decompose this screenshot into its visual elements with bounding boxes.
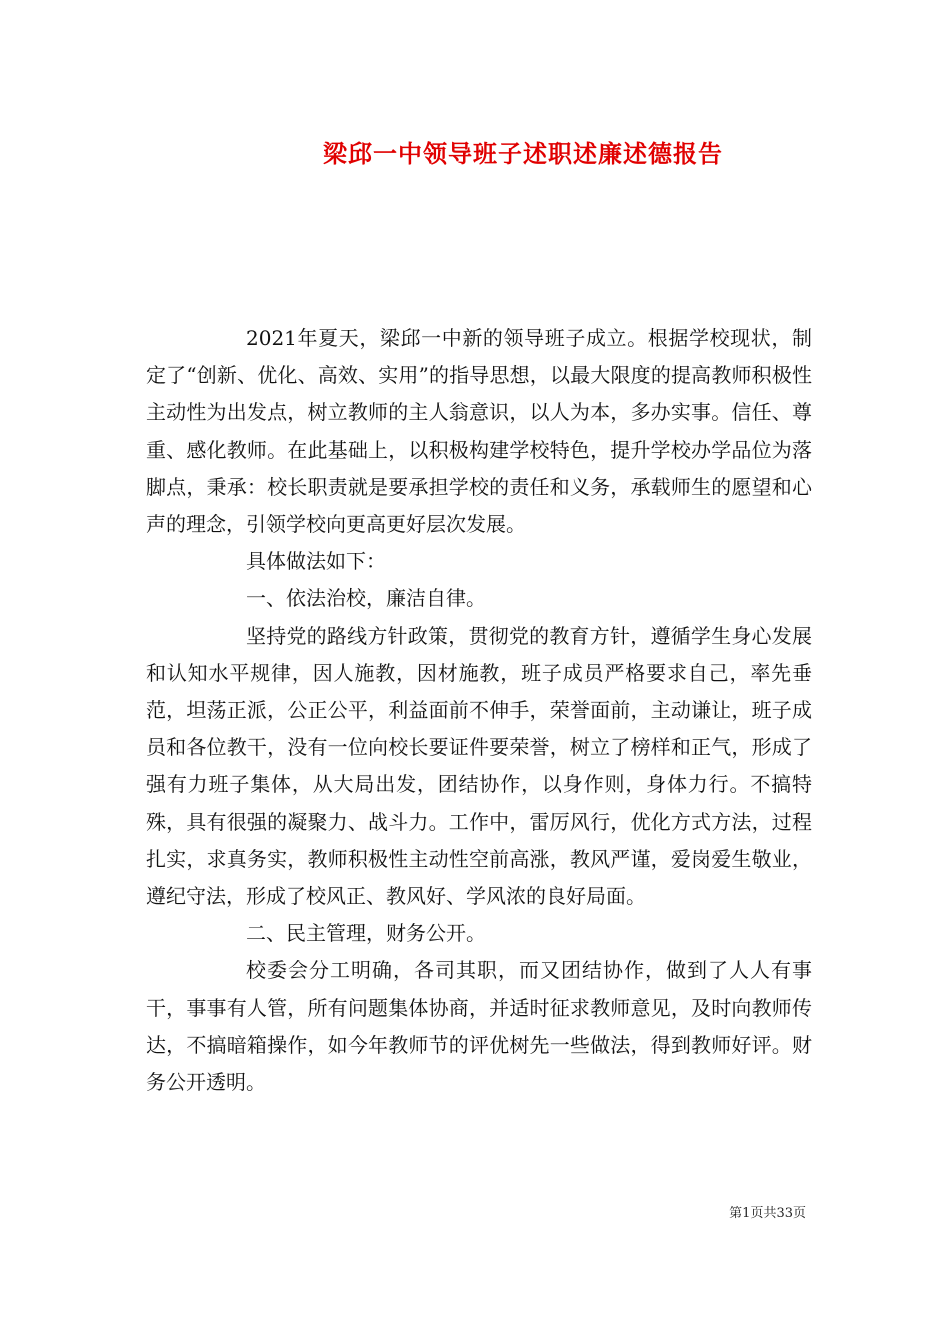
page-number: 第1页共33页 <box>729 1206 806 1221</box>
paragraph-section-2: 校委会分工明确，各司其职，而又团结协作，做到了人人有事干，事事有人管，所有问题集体协商，并适时征求教师意见，及时向教师传达，不搞暗箱操作，如今年教师节的评优树先一些做法，得到教师好评。财务公开透明。 <box>146 958 812 1095</box>
section-heading-2: 二、民主管理，财务公开。 <box>246 921 486 946</box>
paragraph-intro: 2021年夏天，梁邱一中新的领导班子成立。根据学校现状，制定了“创新、优化、高效、实用”的指导思想，以最大限度的提高教师积极性主动性为出发点，树立教师的主人翁意识，以人为本，多办实事。信任、尊重、感化教师。在此基础上，以积极构建学校特色，提升学校办学品位为落脚点，秉承：校长职责就是要承担学校的责任和义务，承载师生的愿望和心声的理念，引领学校向更高更好层次发展。 <box>146 326 812 537</box>
paragraph-method-intro: 具体做法如下： <box>246 549 386 574</box>
paragraph-section-1: 坚持党的路线方针政策，贯彻党的教育方针，遵循学生身心发展和认知水平规律，因人施教，因材施教，班子成员严格要求自己，率先垂范，坦荡正派，公正公平，利益面前不伸手，荣誉面前，主动谦让，班子成员和各位教干，没有一位向校长要证件要荣誉，树立了榜样和正气，形成了强有力班子集体，从大局出发，团结协作，以身作则，身体力行。不搞特殊，具有很强的凝聚力、战斗力。工作中，雷厉风行，优化方式方法，过程扎实，求真务实，教师积极性主动性空前高涨，教风严谨，爱岗爱生敬业，遵纪守法，形成了校风正、教风好、学风浓的良好局面。 <box>146 623 812 909</box>
document-body <box>146 320 812 1101</box>
document-title: 梁邱一中领导班子述职述廉述德报告 <box>323 139 723 168</box>
section-heading-1: 一、依法治校，廉洁自律。 <box>246 586 486 611</box>
